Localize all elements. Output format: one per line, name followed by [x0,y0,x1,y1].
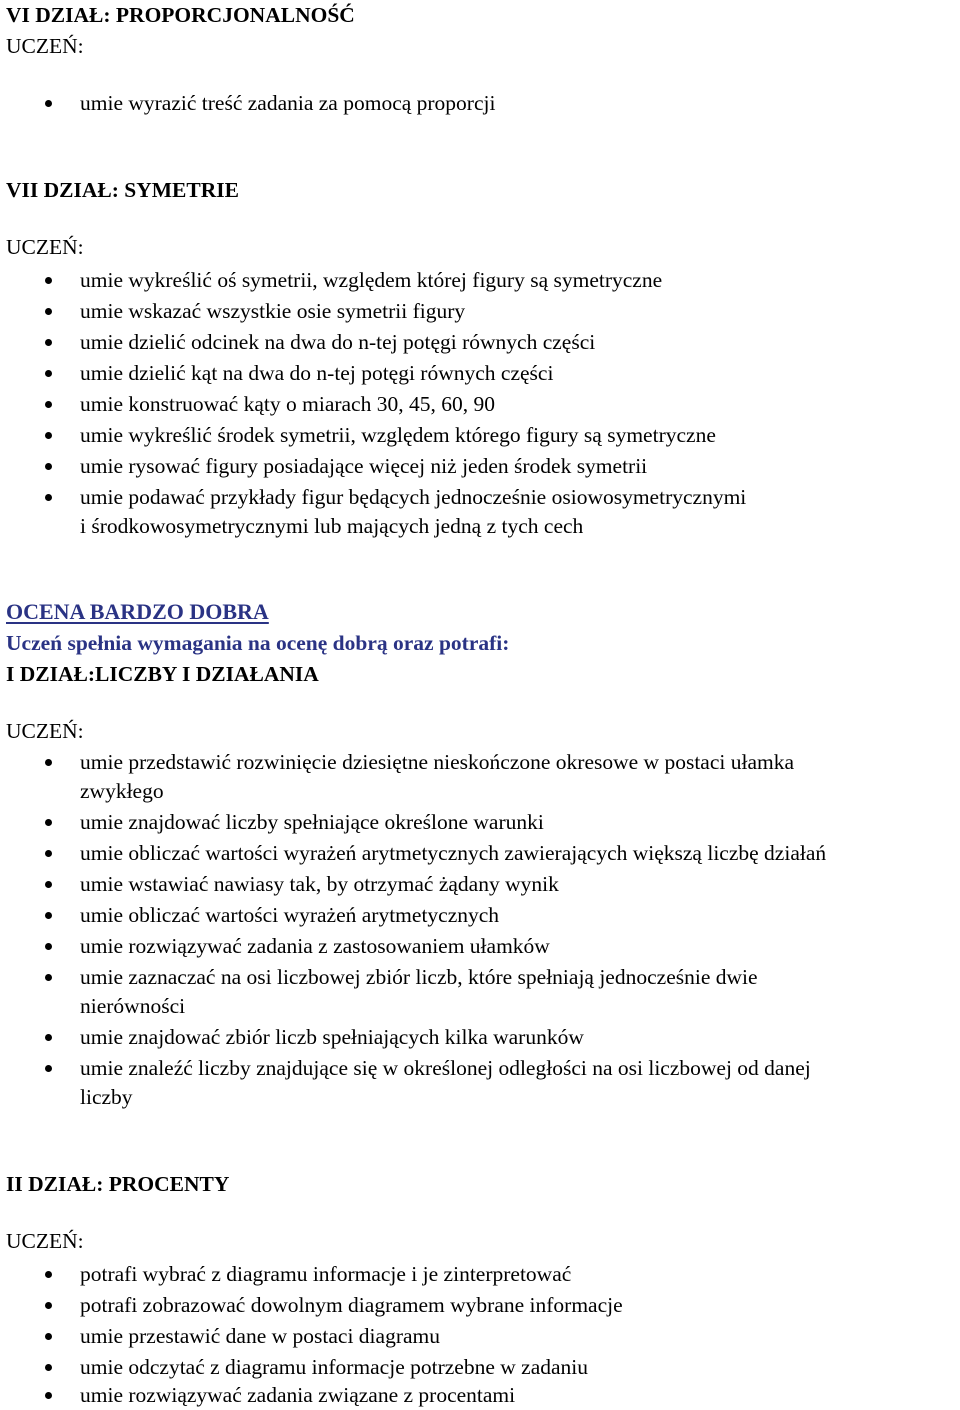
bullet-icon [45,819,52,826]
section-heading-procenty: II DZIAŁ: PROCENTY [6,1172,230,1196]
list-item: umie znajdować zbiór liczb spełniających kilka warunków [80,1022,960,1052]
list-item: umie zaznaczać na osi liczbowej zbiór liczb, które spełniają jednocześnie dwie [80,962,960,992]
bullet-icon [45,339,52,346]
list-item: umie obliczać wartości wyrażeń arytmetycznych zawierających większą liczbę działań [80,838,960,868]
bullet-icon [45,1034,52,1041]
bullet-icon [45,850,52,857]
list-item: umie przedstawić rozwinięcie dziesiętne nieskończone okresowe w postaci ułamka [80,747,960,777]
list-item: umie rozwiązywać zadania związane z procentami [80,1380,960,1410]
bullet-icon [45,974,52,981]
bullet-icon [45,401,52,408]
list-item: umie wykreślić środek symetrii, względem którego figury są symetryczne [80,420,960,450]
bullet-icon [45,1271,52,1278]
list-item: umie rozwiązywać zadania z zastosowaniem ułamków [80,931,960,961]
list-item: umie obliczać wartości wyrażeń arytmetycznych [80,900,960,930]
bullet-icon [45,759,52,766]
list-item: umie wstawiać nawiasy tak, by otrzymać żądany wynik [80,869,960,899]
list-item: umie konstruować kąty o miarach 30, 45, 60, 90 [80,389,960,419]
section-heading-proporcjonalnosc: VI DZIAŁ: PROPORCJONALNOŚĆ [6,3,355,27]
bullet-icon [45,1065,52,1072]
list-item: umie przestawić dane w postaci diagramu [80,1321,960,1351]
section-heading-symetrie: VII DZIAŁ: SYMETRIE [6,178,239,202]
bullet-icon [45,370,52,377]
bullet-icon [45,1364,52,1371]
bullet-icon [45,277,52,284]
list-item: umie dzielić kąt na dwa do n-tej potęgi równych części [80,358,960,388]
bullet-icon [45,100,52,107]
bullet-icon [45,463,52,470]
list-item: umie znaleźć liczby znajdujące się w określonej odległości na osi liczbowej od danej [80,1053,960,1083]
bullet-icon [45,1392,52,1399]
list-item: umie dzielić odcinek na dwa do n-tej potęgi równych części [80,327,960,357]
bullet-icon [45,912,52,919]
bullet-icon [45,1333,52,1340]
bullet-icon [45,881,52,888]
list-item: umie rysować figury posiadające więcej niż jeden środek symetrii [80,451,960,481]
uczen-label: UCZEŃ: [6,1229,84,1253]
bullet-icon [45,308,52,315]
list-item: umie odczytać z diagramu informacje potrzebne w zadaniu [80,1352,960,1382]
uczen-label: UCZEŃ: [6,719,84,743]
uczen-label: UCZEŃ: [6,34,84,58]
bullet-icon [45,943,52,950]
list-item: umie wskazać wszystkie osie symetrii figury [80,296,960,326]
uczen-label: UCZEŃ: [6,235,84,259]
list-item-continuation: zwykłego [80,779,164,803]
list-item-continuation: i środkowosymetrycznymi lub mających jedną z tych cech [80,514,584,538]
bullet-icon [45,494,52,501]
bullet-icon [45,432,52,439]
list-item: umie znajdować liczby spełniające określone warunki [80,807,960,837]
list-item: umie wyrazić treść zadania za pomocą proporcji [80,88,960,118]
list-item: umie wykreślić oś symetrii, względem której figury są symetryczne [80,265,960,295]
bullet-icon [45,1302,52,1309]
list-item: umie podawać przykłady figur będących jednocześnie osiowosymetrycznymi [80,482,960,512]
list-item: potrafi zobrazować dowolnym diagramem wybrane informacje [80,1290,960,1320]
grade-title: OCENA BARDZO DOBRA [6,599,269,624]
list-item-continuation: nierówności [80,994,186,1018]
list-item-continuation: liczby [80,1085,133,1109]
grade-subtitle: Uczeń spełnia wymagania na ocenę dobrą oraz potrafi: [6,631,510,655]
list-item: potrafi wybrać z diagramu informacje i je zinterpretować [80,1259,960,1289]
section-heading-liczby: I DZIAŁ:LICZBY I DZIAŁANIA [6,662,319,686]
